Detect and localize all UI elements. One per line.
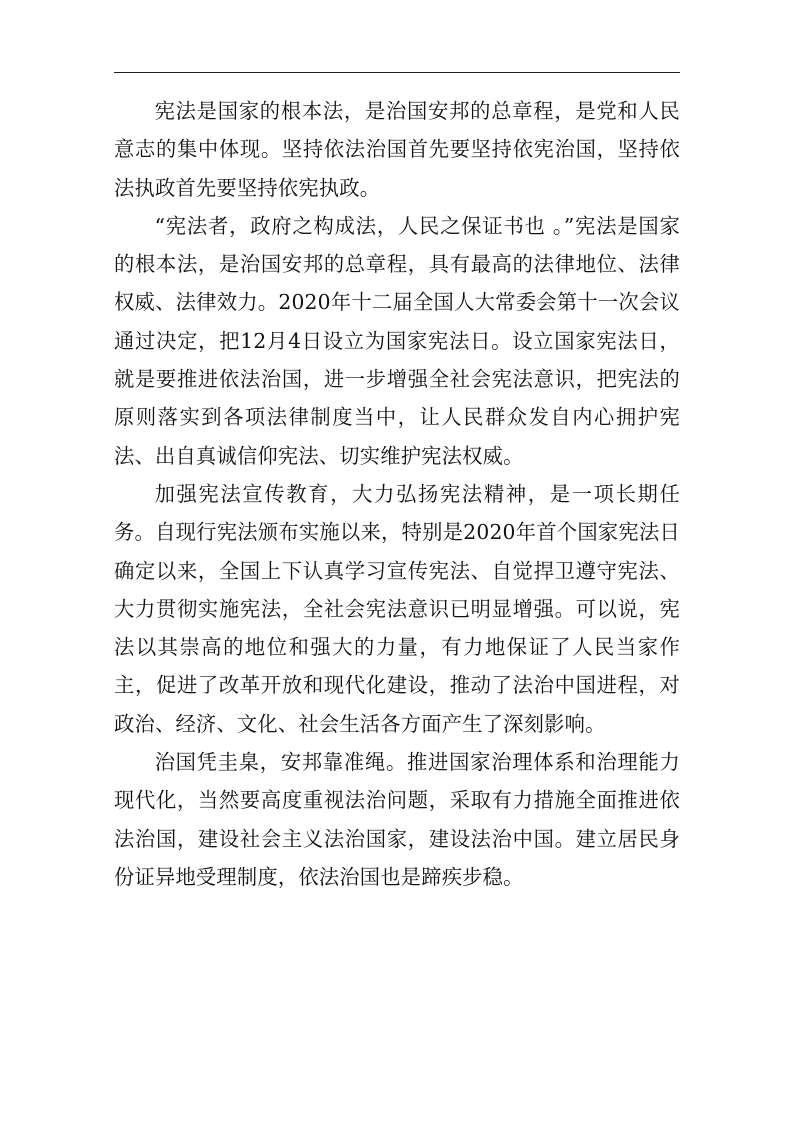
document-body <box>114 92 680 896</box>
paragraph-1: 宪法是国家的根本法，是治国安邦的总章程，是党和人民意志的集中体现。坚持依法治国首先要坚持依宪治国，坚持依法执政首先要坚持依宪执政。 <box>114 99 680 200</box>
paragraph-4: 治国凭圭臬，安邦靠准绳。推进国家治理体系和治理能力现代化，当然要高度重视法治问题，采取有力措施全面推进依法治国，建设社会主义法治国家，建设法治中国。建立居民身份证异地受理制度，依法治国也是蹄疾步稳。 <box>114 750 680 889</box>
header-divider <box>114 72 680 73</box>
paragraph-2: “宪法者，政府之构成法，人民之保证书也 。”宪法是国家的根本法，是治国安邦的总章程，具有最高的法律地位、法律权威、法律效力。2020年十二届全国人大常委会第十一次会议通过决定，把12月4日设立为国家宪法日。设立国家宪法日，就是要推进依法治国，进一步增强全社会宪法意识，把宪法的原则落实到各项法律制度当中，让人民群众发自内心拥护宪法、出自真诚信仰宪法、切实维护宪法权威。 <box>114 213 680 468</box>
paragraph-3: 加强宪法宣传教育，大力弘扬宪法精神，是一项长期任务。自现行宪法颁布实施以来，特别是2020年首个国家宪法日确定以来，全国上下认真学习宣传宪法、自觉捍卫遵守宪法、大力贯彻实施宪法，全社会宪法意识已明显增强。可以说，宪法以其崇高的地位和强大的力量，有力地保证了人民当家作主，促进了改革开放和现代化建设，推动了法治中国进程，对政治、经济、文化、社会生活各方面产生了深刻影响。 <box>114 481 680 736</box>
